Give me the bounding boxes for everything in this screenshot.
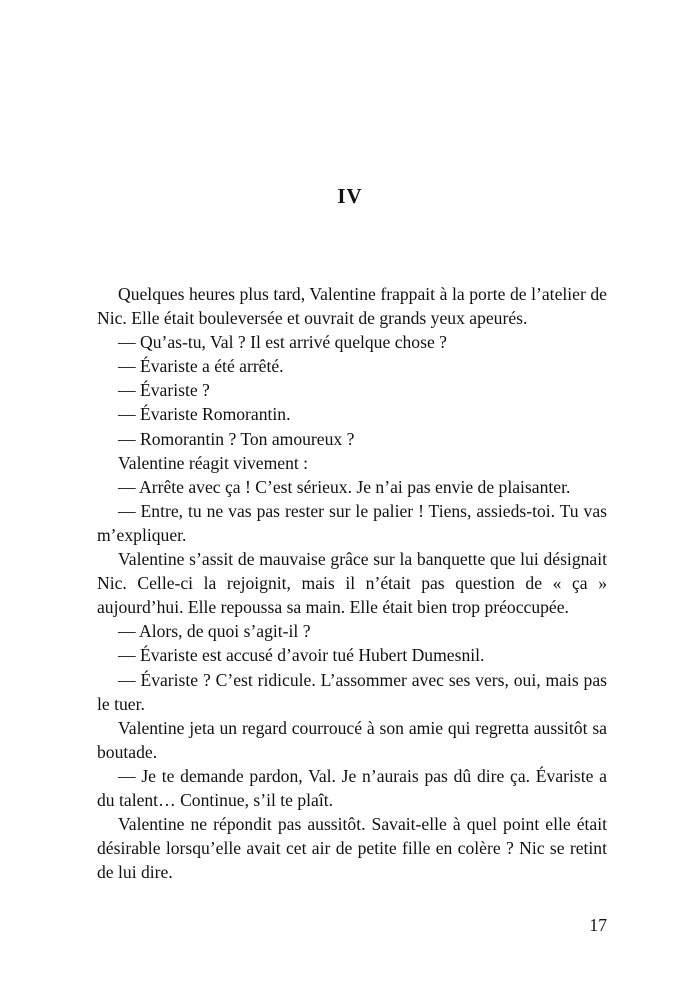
paragraph: Quelques heures plus tard, Valentine frappait à la porte de l’atelier de Nic. Elle était bouleversée et ouvrait de grands yeux apeurés.: [97, 284, 607, 329]
paragraph: — Évariste est accusé d’avoir tué Hubert Dumesnil.: [118, 645, 485, 666]
paragraph: — Romorantin ? Ton amoureux ?: [118, 428, 355, 449]
paragraph: Valentine s’assit de mauvaise grâce sur la banquette que lui désignait Nic. Celle-ci la rejoignit, mais il n’était pas question de « ça » aujourd’hui. Elle repoussa sa main. Elle était bien trop préoccupée.: [97, 549, 607, 618]
paragraph: Valentine ne répondit pas aussitôt. Savait-elle à quel point elle était désirable lorsqu’elle avait cet air de petite fille en colère ? Nic se retint de lui dire.: [97, 814, 607, 883]
page-number: 17: [589, 915, 607, 935]
paragraph: — Évariste ? C’est ridicule. L’assommer avec ses vers, oui, mais pas le tuer.: [97, 669, 607, 714]
paragraph: Valentine jeta un regard courroucé à son amie qui regretta aussitôt sa boutade.: [97, 717, 607, 762]
chapter-title: IV: [337, 184, 363, 208]
paragraph: — Entre, tu ne vas pas rester sur le palier ! Tiens, assieds-toi. Tu vas m’expliquer.: [97, 500, 607, 545]
paragraph: — Évariste a été arrêté.: [118, 356, 284, 377]
paragraph: — Je te demande pardon, Val. Je n’aurais pas dû dire ça. Évariste a du talent… Continue, s’il te plaît.: [97, 765, 607, 810]
paragraph: — Évariste ?: [118, 380, 210, 401]
paragraph: Valentine réagit vivement :: [118, 452, 309, 473]
chapter-body: [97, 282, 607, 884]
paragraph: — Arrête avec ça ! C’est sérieux. Je n’ai pas envie de plaisanter.: [118, 476, 571, 497]
paragraph: — Évariste Romorantin.: [118, 404, 291, 425]
paragraph: — Alors, de quoi s’agit-il ?: [118, 621, 311, 642]
paragraph: — Qu’as-tu, Val ? Il est arrivé quelque chose ?: [118, 332, 447, 353]
